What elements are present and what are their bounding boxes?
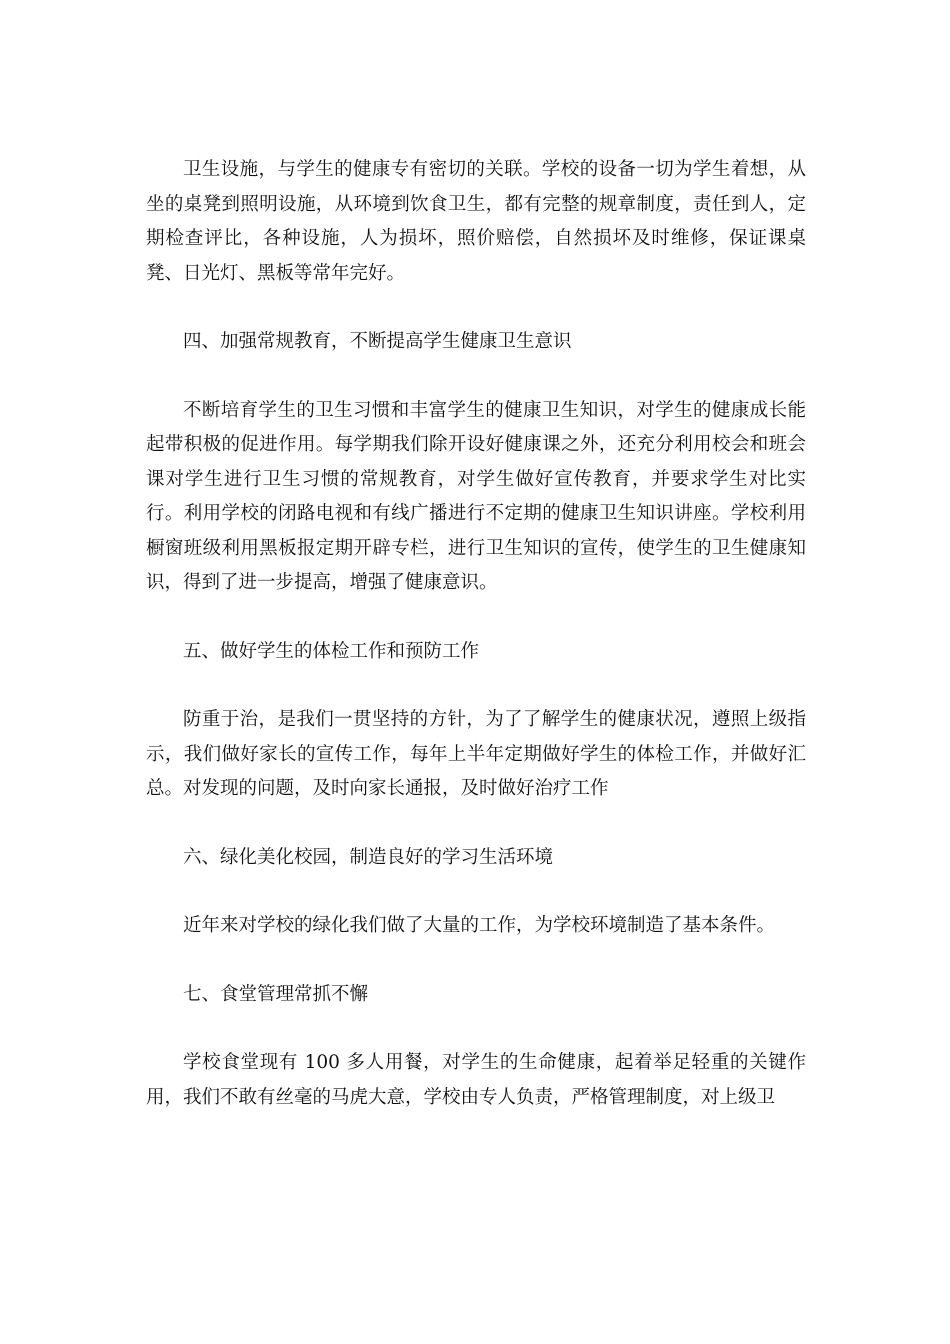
paragraph-health-check: 防重于治，是我们一贯坚持的方针，为了了解学生的健康状况，遵照上级指示，我们做好家长的宣传工作，每年上半年定期做好学生的体检工作，并做好汇总。对发现的问题，及时向家长通报，及时做好治疗工作: [146, 709, 806, 799]
spacer: [146, 875, 806, 909]
spacer: [146, 291, 806, 325]
spacer: [146, 1012, 806, 1046]
document-body: [146, 153, 806, 1115]
spacer: [146, 360, 806, 394]
heading-section-5: 五、做好学生的体检工作和预防工作: [183, 640, 480, 662]
spacer: [146, 807, 806, 841]
paragraph-facilities: 卫生设施，与学生的健康专有密切的关联。学校的设备一切为学生着想，从坐的桌凳到照明设施，从环境到饮食卫生，都有完整的规章制度，责任到人，定期检查评比，各种设施，人为损坏，照价赔偿，自然损坏及时维修，保证课桌凳、日光灯、黑板等常年完好。: [146, 159, 806, 284]
paragraph-canteen: 学校食堂现有 100 多人用餐，对学生的生命健康，起着举足轻重的关键作用，我们不敢有丝毫的马虎大意，学校由专人负责，严格管理制度，对上级卫: [146, 1052, 806, 1108]
spacer: [146, 669, 806, 703]
heading-section-6: 六、绿化美化校园，制造良好的学习生活环境: [183, 846, 554, 868]
spacer: [146, 601, 806, 635]
paragraph-education: 不断培育学生的卫生习惯和丰富学生的健康卫生知识，对学生的健康成长能起带积极的促进作用。每学期我们除开设好健康课之外，还充分利用校会和班会课对学生进行卫生习惯的常规教育，对学生做好宣传教育，并要求学生对比实行。利用学校的闭路电视和有线广播进行不定期的健康卫生知识讲座。学校利用橱窗班级利用黑板报定期开辟专栏，进行卫生知识的宣传，使学生的卫生健康知识，得到了进一步提高，增强了健康意识。: [146, 399, 806, 593]
paragraph-greening: 近年来对学校的绿化我们做了大量的工作，为学校环境制造了基本条件。: [183, 915, 776, 936]
spacer: [146, 944, 806, 978]
heading-section-7: 七、食堂管理常抓不懈: [183, 983, 369, 1005]
heading-section-4: 四、加强常规教育，不断提高学生健康卫生意识: [183, 331, 572, 352]
